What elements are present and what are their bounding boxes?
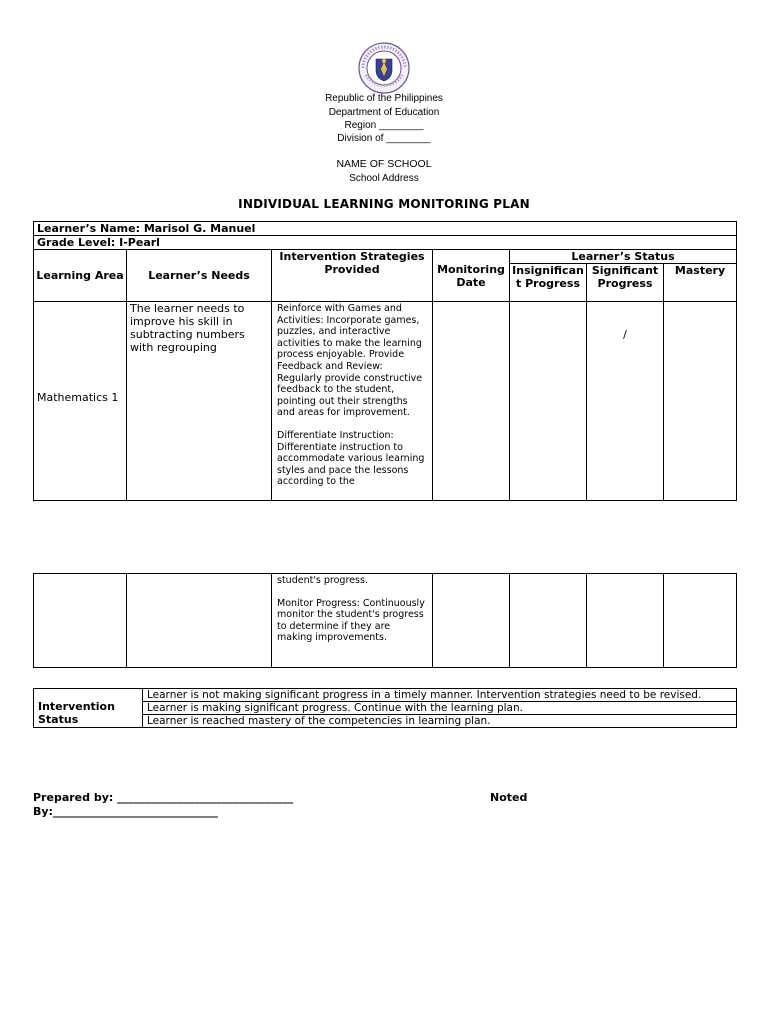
- cell-learners-needs: The learner needs to improve his skill in subtracting numbers with regrouping: [127, 302, 272, 501]
- header-region: Region ________: [344, 120, 424, 131]
- continuation-table: [33, 573, 737, 668]
- intervention-status-item: Learner is making significant progress. Continue with the learning plan.: [143, 702, 737, 715]
- cont-strategy-paragraph-1: student's progress.: [277, 575, 368, 586]
- cont-learners-needs: [127, 574, 272, 668]
- monitoring-plan-table: [33, 221, 737, 501]
- header-insignificant: Insignificant Progress: [510, 264, 587, 302]
- noted-by-line: By:______________________________: [33, 805, 218, 818]
- prepared-by: Prepared by: ________________________________: [33, 791, 294, 804]
- cell-learning-area: Mathematics 1: [34, 302, 127, 501]
- intervention-status-label: Intervention Status: [34, 689, 143, 728]
- header-learners-needs: Learner’s Needs: [127, 250, 272, 302]
- cont-learning-area: [34, 574, 127, 668]
- document-title: INDIVIDUAL LEARNING MONITORING PLAN: [238, 197, 530, 211]
- deped-seal-icon: [358, 42, 410, 94]
- cont-significant: [587, 574, 664, 668]
- cont-monitoring-date: [433, 574, 510, 668]
- header-significant: Significant Progress: [587, 264, 664, 302]
- school-address: School Address: [349, 173, 419, 184]
- intervention-status-item: Learner is reached mastery of the competencies in learning plan.: [143, 715, 737, 728]
- cell-significant-check: /: [587, 302, 664, 501]
- cell-intervention-strategies: [272, 302, 433, 501]
- school-name: NAME OF SCHOOL: [336, 158, 432, 170]
- strategy-paragraph-1: Reinforce with Games and Activities: Incorporate games, puzzles, and interactive activities to make the learning process enjoyable. Provide Feedback and Review: Regularly provide constructive feedback to the student, pointing out their strengths and areas for improvement.: [277, 303, 423, 419]
- header-division: Division of ________: [337, 133, 431, 144]
- cell-monitoring-date: [433, 302, 510, 501]
- header-learning-area: Learning Area: [34, 250, 127, 302]
- strategy-paragraph-2: Differentiate Instruction: Differentiate instruction to accommodate various learning styles and pace the lessons according to the: [277, 429, 425, 488]
- learner-name: Learner’s Name: Marisol G. Manuel: [34, 222, 737, 236]
- cell-insignificant: [510, 302, 587, 501]
- noted-label: Noted: [490, 791, 528, 804]
- cont-strategy-paragraph-2: Monitor Progress: Continuously monitor the student's progress to determine if they are making improvements.: [277, 597, 425, 644]
- cont-intervention-strategies: [272, 574, 433, 668]
- cont-insignificant: [510, 574, 587, 668]
- header-department: Department of Education: [328, 107, 440, 118]
- cell-mastery: [664, 302, 737, 501]
- grade-level: Grade Level: I-Pearl: [34, 236, 737, 250]
- header-republic: Republic of the Philippines: [325, 93, 443, 104]
- cont-mastery: [664, 574, 737, 668]
- intervention-status-table: [33, 688, 737, 728]
- header-intervention: Intervention Strategies Provided: [272, 250, 433, 302]
- header-mastery: Mastery: [664, 264, 737, 302]
- header-monitoring-date: Monitoring Date: [433, 250, 510, 302]
- intervention-status-item: Learner is not making significant progress in a timely manner. Intervention strategies need to be revised.: [143, 689, 737, 702]
- header-learners-status: Learner’s Status: [510, 250, 737, 264]
